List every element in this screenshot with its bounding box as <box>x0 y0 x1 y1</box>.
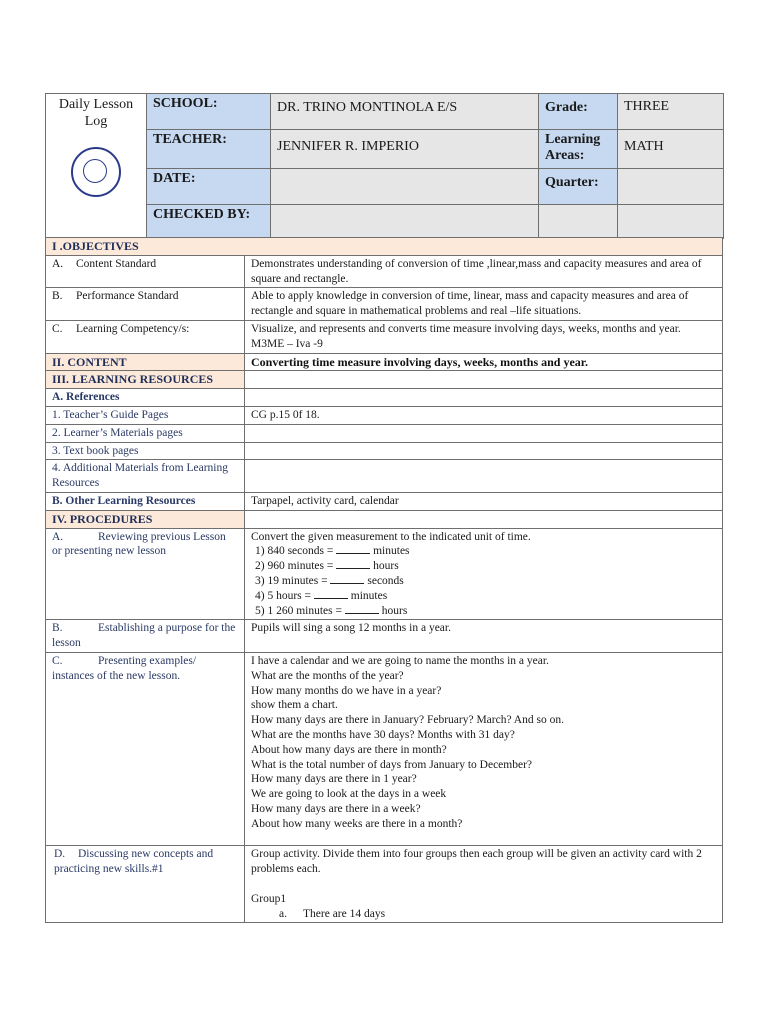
list-item: 3) 19 minutes = seconds <box>255 574 404 587</box>
other-resources-label: B. Other Learning Resources <box>46 492 245 510</box>
school-label: SCHOOL: <box>147 94 271 130</box>
grade-value: THREE <box>618 94 724 130</box>
list-item: 4) 5 hours = minutes <box>255 589 388 602</box>
table-row <box>46 620 723 653</box>
empty-cell <box>245 371 723 389</box>
learning-areas-value: MATH <box>618 130 724 169</box>
procedure-d-label: D. Discussing new concepts and practicing new skills.#1 <box>46 846 245 923</box>
objectives-heading: I .OBJECTIVES <box>46 238 723 256</box>
other-resources-value: Tarpapel, activity card, calendar <box>245 492 723 510</box>
tg-value: CG p.15 0f 18. <box>245 406 723 424</box>
lm-label: 2. Learner’s Materials pages <box>46 424 245 442</box>
teacher-value: JENNIFER R. IMPERIO <box>271 130 539 169</box>
content-value: Converting time measure involving days, weeks, months and year. <box>245 353 723 371</box>
log-title: Daily Lesson Log <box>58 97 134 129</box>
header-table <box>45 93 724 239</box>
table-row <box>46 320 723 353</box>
checked-by-label: CHECKED BY: <box>147 205 271 239</box>
group-label: Group1 <box>251 892 287 905</box>
log-title-cell <box>46 94 147 239</box>
list-item: 5) 1 260 minutes = hours <box>255 604 408 617</box>
lesson-table <box>45 237 723 923</box>
empty-cell <box>245 389 723 407</box>
table-row <box>46 846 723 923</box>
tg-label: 1. Teacher’s Guide Pages <box>46 406 245 424</box>
procedure-c-label: C. Presenting examples/ instances of the new lesson. <box>46 652 245 846</box>
table-row <box>46 255 723 288</box>
references-label: A. References <box>46 389 245 407</box>
procedure-b-value: Pupils will sing a song 12 months in a year. <box>245 620 723 653</box>
procedures-heading: IV. PROCEDURES <box>46 510 245 528</box>
checked-by-value <box>271 205 539 239</box>
empty-cell <box>245 460 723 493</box>
competency-code: M3ME – Iva -9 <box>251 337 323 350</box>
grade-label: Grade: <box>539 94 618 130</box>
empty-cell <box>245 442 723 460</box>
additional-label: 4. Additional Materials from Learning Resources <box>46 460 245 493</box>
procedure-d-value: Group activity. Divide them into four groups then each group will be given an activity card with 2 problems each. Group1 a. There are 14 days <box>245 846 723 923</box>
content-heading: II. CONTENT <box>46 353 245 371</box>
resources-heading: III. LEARNING RESOURCES <box>46 371 245 389</box>
teacher-label: TEACHER: <box>147 130 271 169</box>
date-value <box>271 169 539 205</box>
deped-seal-icon <box>71 147 121 197</box>
competency-label: C. Learning Competency/s: <box>46 320 245 353</box>
school-value: DR. TRINO MONTINOLA E/S <box>271 94 539 130</box>
procedure-a-label: A. Reviewing previous Lesson or presenting new lesson <box>46 528 245 620</box>
table-row <box>46 528 723 620</box>
list-item: 2) 960 minutes = hours <box>255 560 399 573</box>
procedure-a-value: Convert the given measurement to the indicated unit of time. 1) 840 seconds = minutes 2) 960 minutes = hours 3) 19 minutes = seconds 4) 5 hours = minutes 5) 1 260 minutes = hours <box>245 528 723 620</box>
table-row <box>46 652 723 846</box>
list-item: a. There are 14 days <box>279 907 386 920</box>
competency-value: Visualize, and represents and converts time measure involving days, weeks, months and year. M3ME – Iva -9 <box>245 320 723 353</box>
learning-areas-label: Learning Areas: <box>539 130 618 169</box>
textbook-label: 3. Text book pages <box>46 442 245 460</box>
performance-standard-value: Able to apply knowledge in conversion of time, linear, mass and capacity measures and area of rectangle and square in mathematical problems and real –life situations. <box>245 288 723 321</box>
empty-cell <box>245 510 723 528</box>
content-standard-label: A. Content Standard <box>46 255 245 288</box>
table-row <box>46 288 723 321</box>
list-item: 1) 840 seconds = minutes <box>255 545 410 558</box>
performance-standard-label: B. Performance Standard <box>46 288 245 321</box>
empty-cell <box>618 205 724 239</box>
date-label: DATE: <box>147 169 271 205</box>
quarter-label: Quarter: <box>539 169 618 205</box>
quarter-value <box>618 169 724 205</box>
content-standard-value: Demonstrates understanding of conversion of time ,linear,mass and capacity measures and area of square and rectangle. <box>245 255 723 288</box>
procedure-b-label: B. Establishing a purpose for the lesson <box>46 620 245 653</box>
empty-cell <box>539 205 618 239</box>
empty-cell <box>245 424 723 442</box>
procedure-c-value: I have a calendar and we are going to name the months in a year. What are the months of the year? How many months do we have in a year? show them a chart. How many days are there in January? February? March? And so on. What are the months have 30 days? Months with 31 day? About how many days are there in month? What is the total number of days from January to December? How many days are there in 1 year? We are going to look at the days in a week How many days are there in a week? About how many weeks are there in a month? <box>245 652 723 846</box>
